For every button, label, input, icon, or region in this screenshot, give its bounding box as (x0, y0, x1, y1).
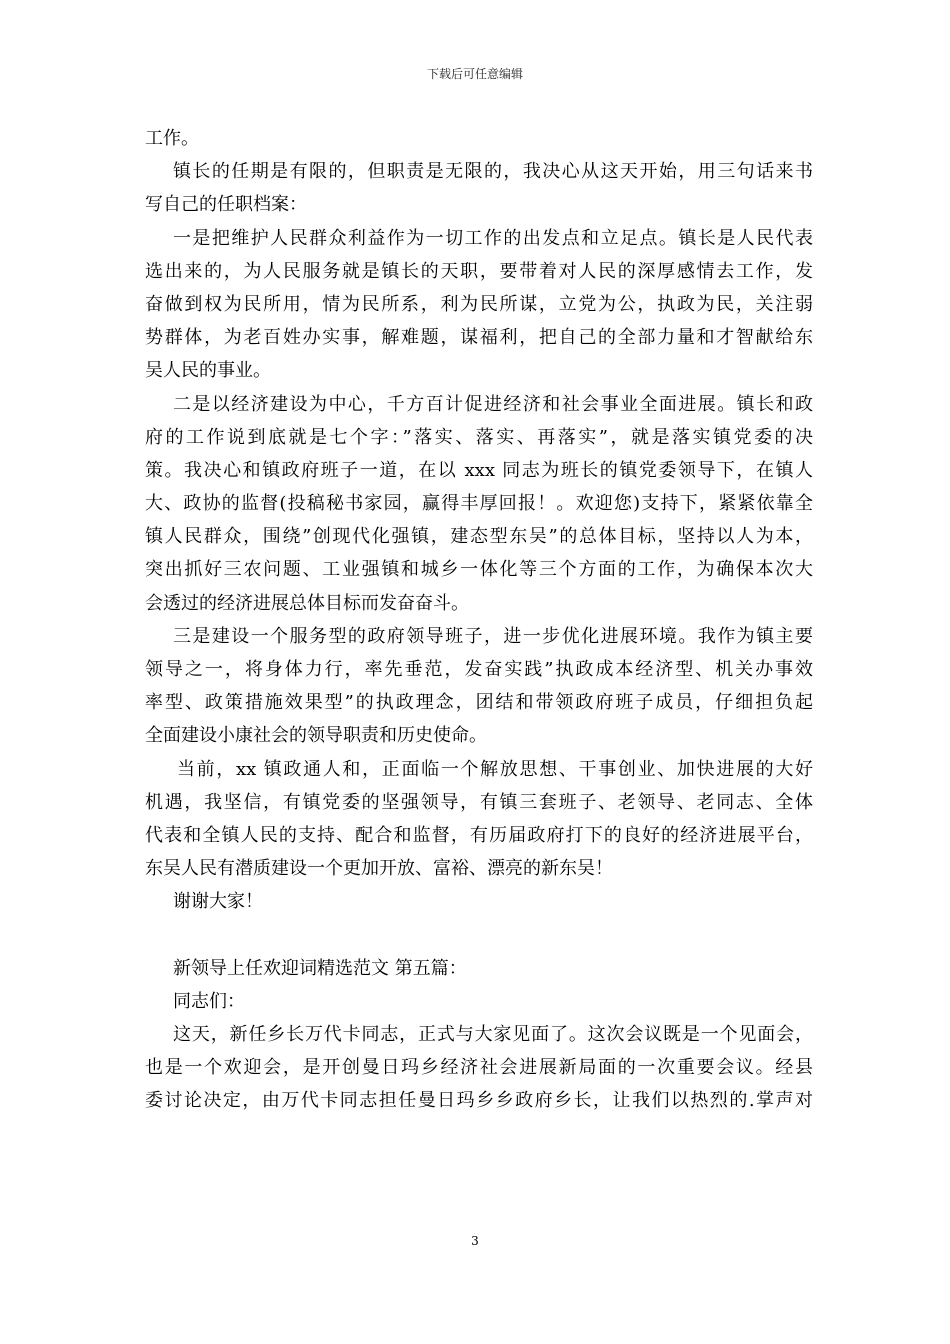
blank-line (145, 919, 813, 952)
text-line: 奋做到权为民所用，情为民所系，利为民所谋，立党为公，执政为民，关注弱 (145, 293, 813, 315)
text-line: 策。我决心和镇政府班子一道，在以 xxx 同志为班长的镇党委领导下，在镇人 (145, 459, 813, 481)
paragraph-start: 当前，xx 镇政通人和，正面临一个解放思想、干事创业、加快进展的大好 (177, 758, 813, 780)
text-line: 工作。 (145, 128, 199, 149)
text-line: 委讨论决定，由万代卡同志担任曼日玛乡乡政府乡长，让我们以热烈的.掌声对 (145, 1090, 813, 1112)
text-line: 大、政协的监督(投稿秘书家园，赢得丰厚回报！。欢迎您)支持下，紧紧依靠全 (145, 493, 813, 515)
text-line: 突出抓好三农问题、工业强镇和城乡一体化等三个方面的工作，为确保本次大 (145, 559, 813, 581)
text-line: 东吴人民有潜质建设一个更加开放、富裕、漂亮的新东吴！ (145, 858, 613, 880)
text-line: 领导之一，将身体力行，率先垂范，发奋实践”执政成本经济型、机关办事效 (145, 659, 813, 680)
paragraph-start: 三是建设一个服务型的政府领导班子，进一步优化进展环境。我作为镇主要 (173, 625, 813, 647)
text-line: 机遇，我坚信，有镇党委的坚强领导，有镇三套班子、老领导、老同志、全体 (145, 791, 813, 813)
text-line: 写自己的任职档案： (145, 194, 307, 216)
closing-line: 谢谢大家！ (173, 891, 263, 913)
text-line: 镇人民群众，围绕”创现代化强镇，建态型东吴”的总体目标，坚持以人为本， (145, 526, 813, 548)
paragraph-start: 这天，新任乡长万代卡同志，正式与大家见面了。这次会议既是一个见面会， (173, 1024, 813, 1046)
paragraph-start: 镇长的任期是有限的，但职责是无限的，我决心从这天开始，用三句话来书 (173, 161, 813, 183)
page-header: 下载后可任意编辑 (426, 67, 523, 81)
paragraph-start: 二是以经济建设为中心，千方百计促进经济和社会事业全面进展。镇长和政 (173, 393, 813, 415)
text-line: 也是一个欢迎会，是开创曼日玛乡经济社会进展新局面的一次重要会议。经县 (145, 1057, 813, 1079)
document-body (145, 122, 813, 1118)
page-number: 3 (471, 1234, 479, 1248)
salutation: 同志们： (173, 990, 245, 1012)
text-line: 率型、政策措施效果型”的执政理念，团结和带领政府班子成员，仔细担负起 (145, 692, 813, 714)
text-line: 选出来的，为人民服务就是镇长的天职，要带着对人民的深厚感情去工作，发 (145, 260, 813, 282)
text-line: 会透过的经济进展总体目标而发奋奋斗。 (145, 592, 469, 614)
text-line: 代表和全镇人民的支持、配合和监督，有历届政府打下的良好的经济进展平台， (145, 824, 813, 846)
section-title: 新领导上任欢迎词精选范文 第五篇： (173, 957, 467, 979)
paragraph-start: 一是把维护人民群众利益作为一切工作的出发点和立足点。镇长是人民代表 (173, 227, 813, 249)
text-line: 府的工作说到底就是七个字：”落实、落实、再落实”，就是落实镇党委的决 (145, 426, 813, 448)
text-line: 全面建设小康社会的领导职责和历史使命。 (145, 725, 487, 747)
text-line: 吴人民的事业。 (145, 360, 271, 382)
text-line: 势群体，为老百姓办实事，解难题，谋福利，把自己的全部力量和才智献给东 (145, 327, 813, 349)
